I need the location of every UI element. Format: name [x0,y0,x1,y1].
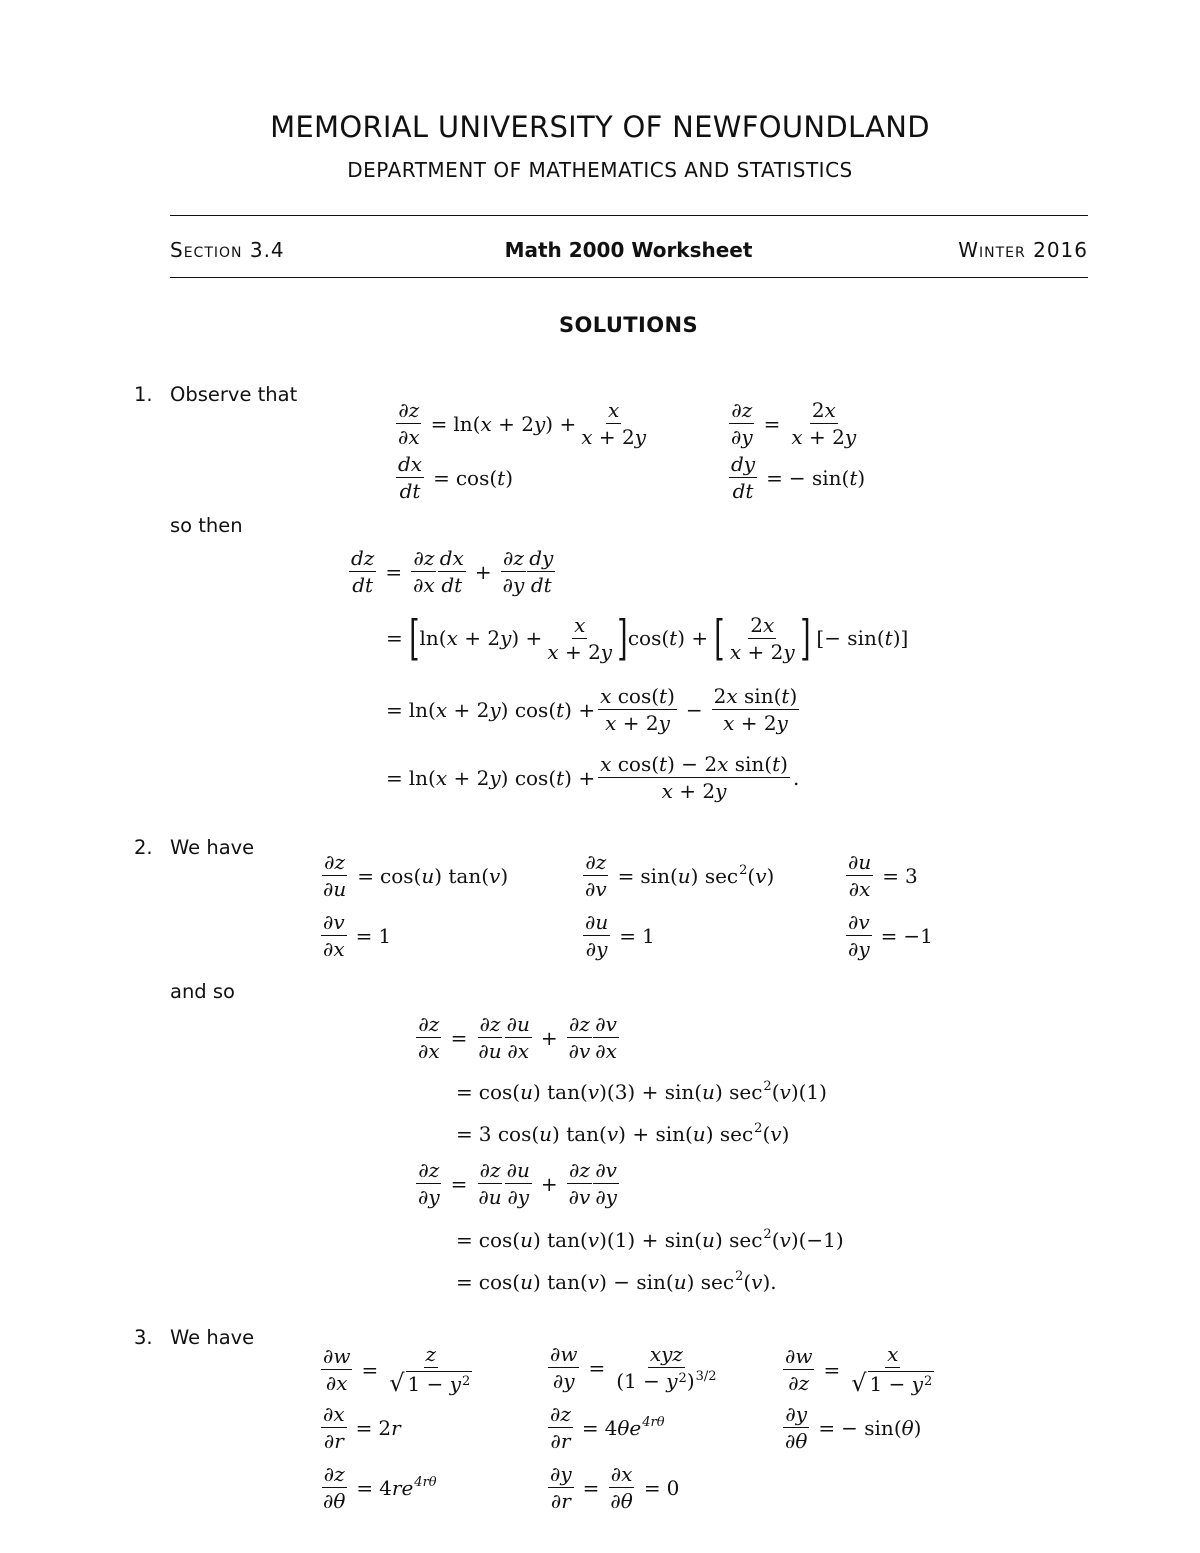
equation: $\frac{\partial z}{\partial y}$ = $\frac{2x}{x + 2y}$ [731,398,857,449]
term-label: Winter 2016 [958,238,1088,262]
worksheet-title: Math 2000 Worksheet [504,238,753,262]
section-label: Section 3.4 [170,238,285,262]
equation: = cos(u) tan(v) − sin(u) $\sec^2(v)$. [456,1269,777,1294]
equation: $\frac{\partial z}{\partial r}$ = $4\theta e^{4r\theta}$ [550,1402,665,1453]
problem-2-intro: We have [170,836,255,859]
equation: $\frac{\partial w}{\partial z}$ = x √ $1 - y^2$ [785,1342,933,1397]
equation: $\frac{\partial v}{\partial x}$ = 1 [323,910,392,961]
equation: = ln(x + 2y) cos(t) + $\frac{\text{x cos(t) − 2x sin(t)}}{x + 2y}$ . [386,752,800,803]
equation: = cos(u) tan(v)(1) + sin(u) $\sec^2(v)(-1)$ [456,1227,844,1252]
equation: $\frac{\partial z}{\partial x}$ = $\frac{\partial z}{\partial u}$ $\frac{\partial u}{\partial x}$ + $\frac{\partial z}{\partial v}$ $\frac{\partial v}{\partial x}$ [418,1012,617,1063]
equation: = cos(u) tan(v)(3) + sin(u) $\sec^2(v)(1)$ [456,1079,827,1104]
equation: $\frac{\partial u}{\partial x}$ = 3 [848,850,918,901]
equation: $\frac{\partial z}{\partial y}$ = $\frac{\partial z}{\partial u}$ $\frac{\partial u}{\partial y}$ + $\frac{\partial z}{\partial v}$ $\frac{\partial v}{\partial y}$ [418,1158,617,1209]
equation: $\frac{\partial w}{\partial x}$ = z √ $1 - y^2$ [323,1342,471,1397]
problem-1-connector: so then [170,514,243,537]
equation: $\frac{\partial z}{\partial v}$ = sin(u) $\sec^2(v)$ [585,850,775,901]
equation: $\frac{\partial z}{\partial x}$ = ln(x + 2y) + $\frac{x}{x + 2y}$ [398,398,646,449]
bottom-rule [170,277,1088,278]
equation: $\frac{dz}{dt}$ = $\frac{\partial z}{\partial x}$ $\frac{dx}{dt}$ + $\frac{\partial z}{\partial y}$ $\frac{dy}{dt}$ [351,546,554,597]
equation: $\frac{\partial z}{\partial\theta}$ = $4re^{4r\theta}$ [323,1462,437,1513]
equation: $\frac{\partial x}{\partial r}$ = 2r [323,1402,401,1453]
equation: $\frac{dy}{dt}$ = − sin(t) [731,452,866,503]
equation: $\frac{\partial u}{\partial y}$ = 1 [585,910,655,961]
department-subtitle: DEPARTMENT OF MATHEMATICS AND STATISTICS [347,158,853,182]
problem-2-connector: and so [170,980,235,1003]
problem-1-number: 1. [134,383,153,406]
solutions-heading: SOLUTIONS [559,313,698,337]
equation: $\frac{\partial v}{\partial y}$ = −1 [848,910,933,961]
problem-2-number: 2. [134,836,153,859]
equation: $\frac{\partial y}{\partial r}$ = $\frac{\partial x}{\partial\theta}$ = 0 [550,1462,680,1513]
equation: $\frac{\partial w}{\partial y}$ = $\frac{\text{xyz}}{(1 - y^2)^{3/2}}$ [550,1342,717,1393]
equation: $\frac{\partial z}{\partial u}$ = cos(u) tan(v) [323,850,509,901]
problem-1-intro: Observe that [170,383,298,406]
equation: $\frac{dx}{dt}$ = cos(t) [398,452,514,503]
problem-3-intro: We have [170,1326,255,1349]
equation: $\frac{\partial y}{\partial\theta}$ = − sin(θ) [785,1402,922,1453]
top-rule [170,215,1088,216]
equation: = [ ln(x + 2y) + $\frac{x}{x + 2y}$ ] cos(t) + [ $\frac{2x}{x + 2y}$ ] [− sin(t)] [386,610,909,666]
equation: = 3 cos(u) tan(v) + sin(u) $\sec^2(v)$ [456,1121,790,1146]
university-title: MEMORIAL UNIVERSITY OF NEWFOUNDLAND [270,110,930,144]
equation: = ln(x + 2y) cos(t) + $\frac{\text{x cos(t)}}{x + 2y}$ − $\frac{\text{2x sin(t)}}{x + 2y}$ [386,684,798,735]
problem-3-number: 3. [134,1326,153,1349]
